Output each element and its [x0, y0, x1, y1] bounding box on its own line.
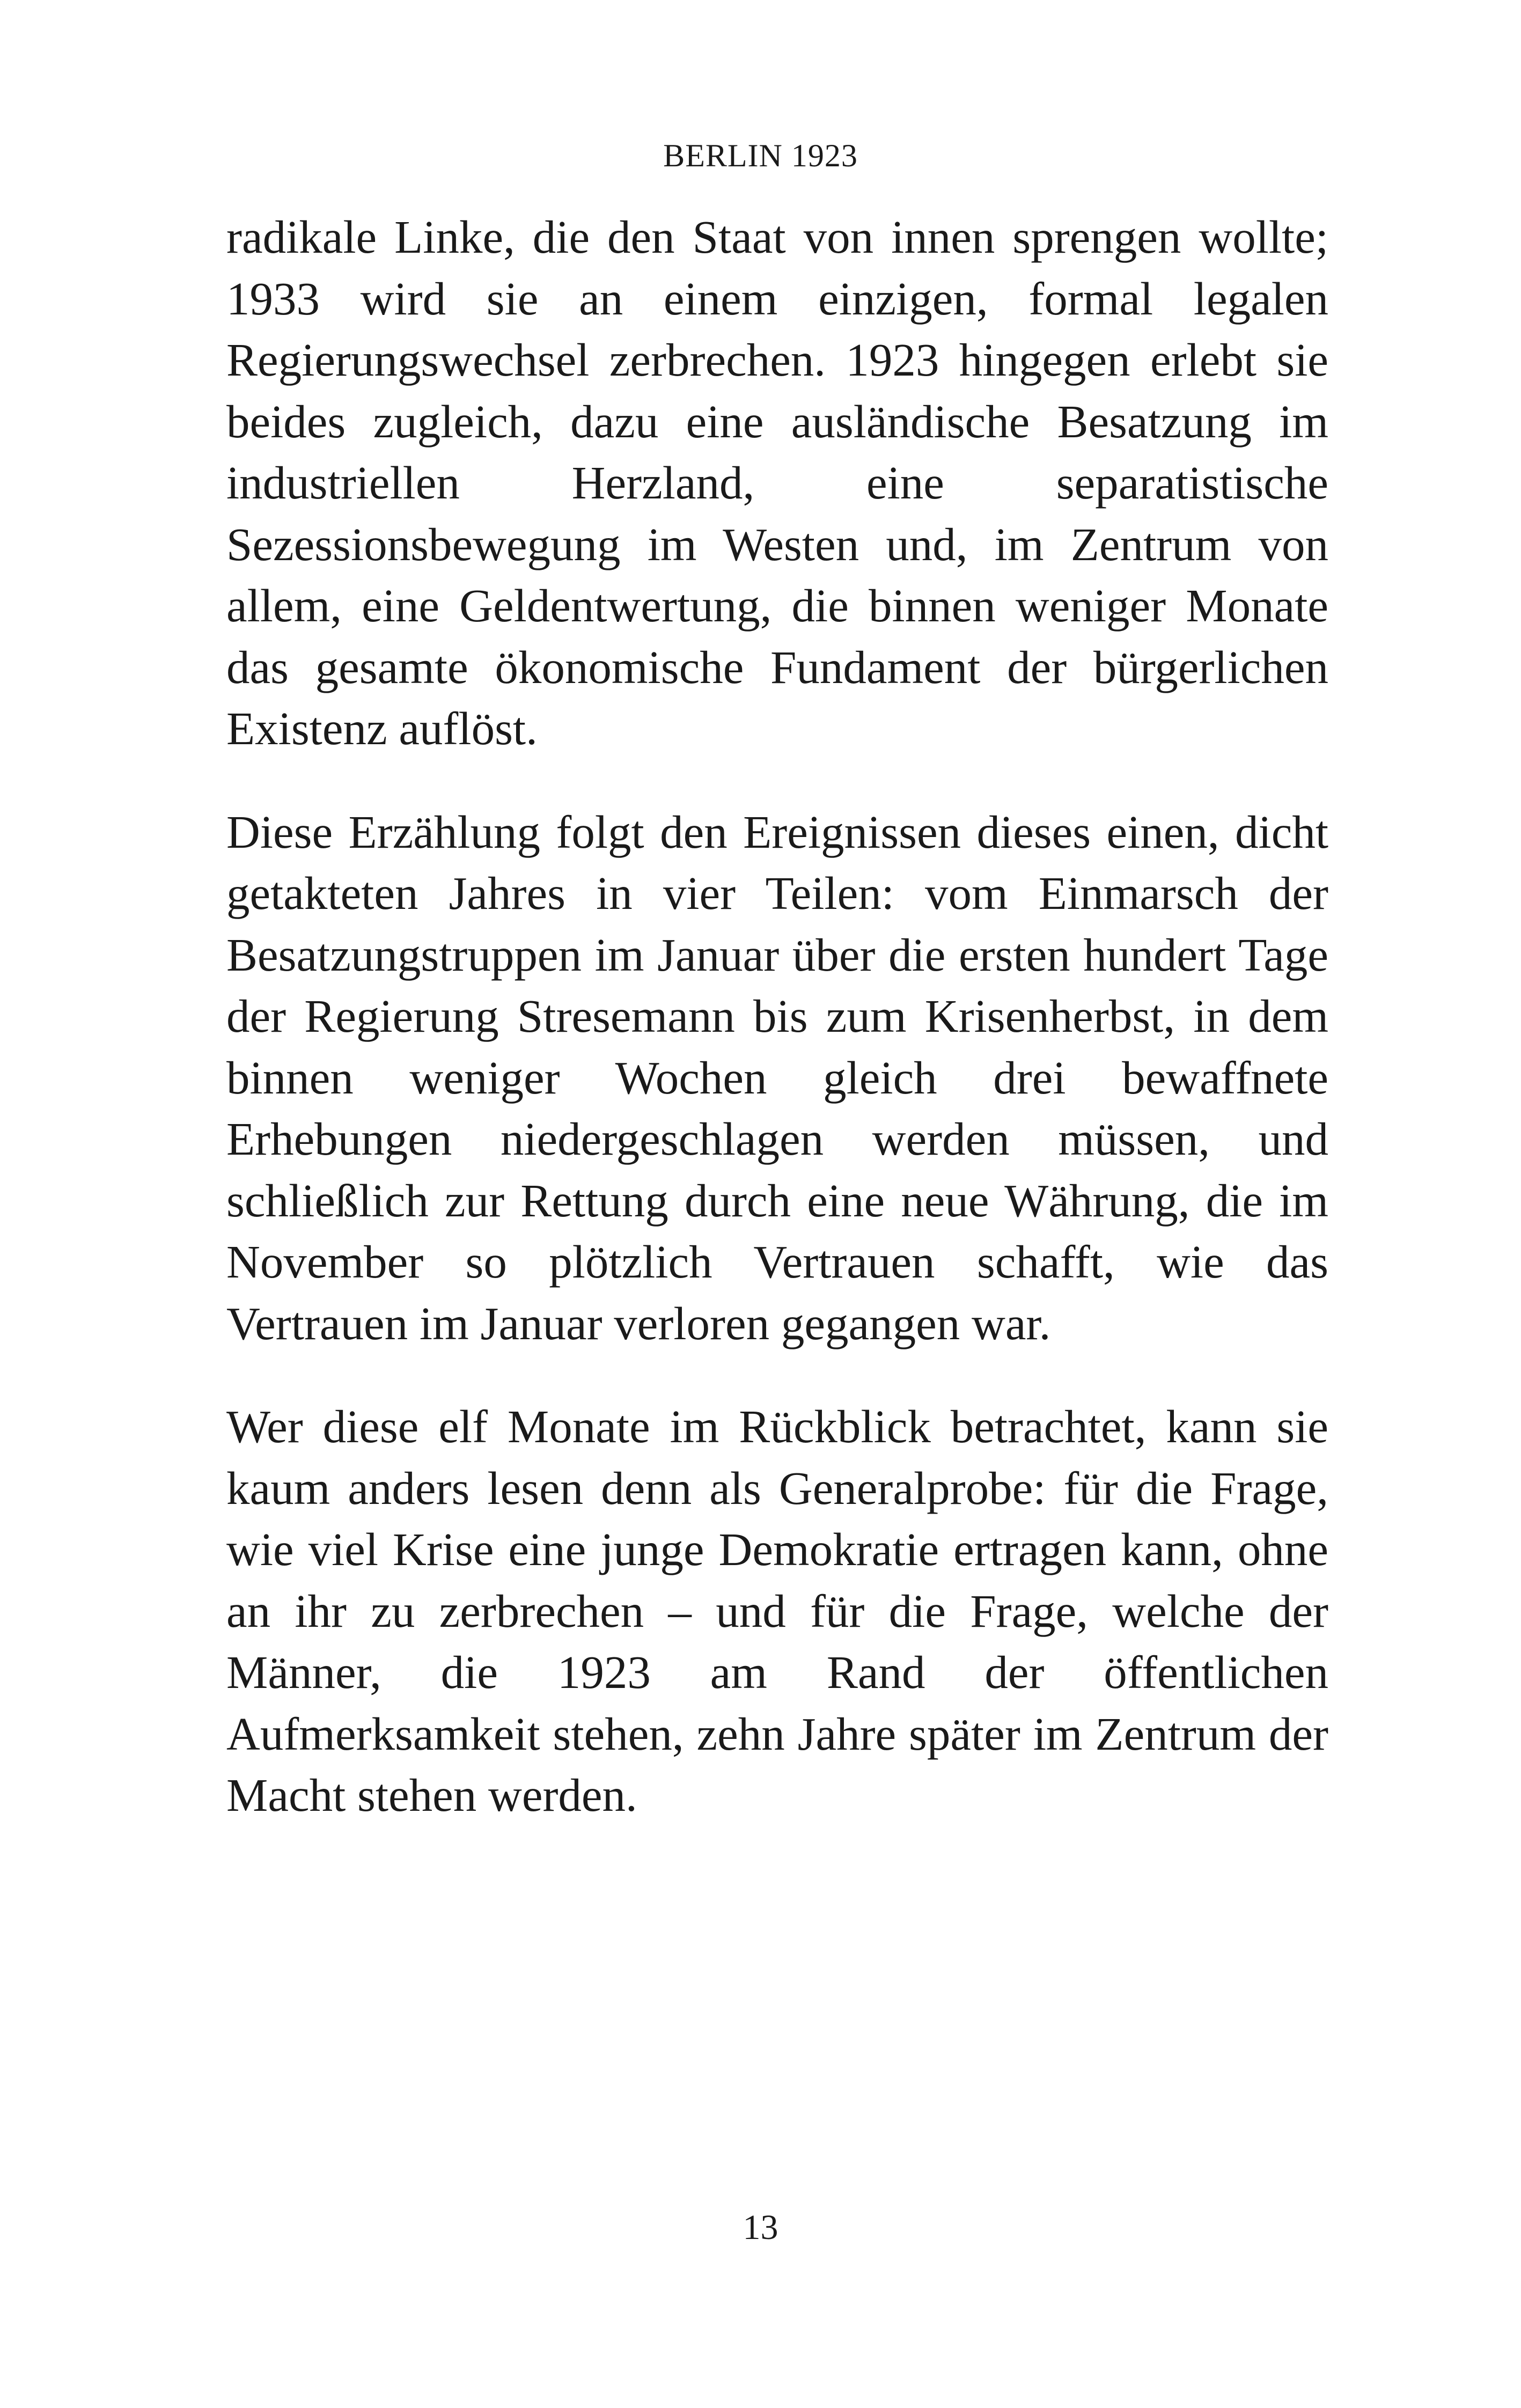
text-line: industriellen Herzland, eine separatistische: [226, 457, 1328, 509]
text-line: schließlich zur Rettung durch eine neue Währung, die im: [226, 1174, 1328, 1227]
running-header: BERLIN 1923: [663, 138, 858, 173]
text-line: radikale Linke, die den Staat von innen sprengen wollte;: [226, 211, 1328, 263]
body-text: [226, 207, 1328, 1826]
text-line: das gesamte ökonomische Fundament der bürgerlichen: [226, 641, 1328, 693]
text-line: wie viel Krise eine junge Demokratie ertragen kann, ohne: [226, 1523, 1328, 1575]
text-line: allem, eine Geldentwertung, die binnen weniger Monate: [226, 579, 1328, 632]
text-line: 1933 wird sie an einem einzigen, formal legalen: [226, 272, 1328, 325]
text-line: Existenz auflöst.: [226, 702, 538, 754]
paragraph-gap: [226, 1354, 1328, 1396]
text-line: Sezessionsbewegung im Westen und, im Zentrum von: [226, 518, 1328, 570]
page-number: 13: [743, 2208, 778, 2247]
paragraph: [226, 1396, 1328, 1826]
text-line: getakteten Jahres in vier Teilen: vom Einmarsch der: [226, 867, 1328, 919]
text-line: beides zugleich, dazu eine ausländische Besatzung im: [226, 395, 1328, 447]
text-line: der Regierung Stresemann bis zum Krisenherbst, in dem: [226, 990, 1328, 1042]
text-line: Macht stehen werden.: [226, 1769, 637, 1821]
paragraph: [226, 207, 1328, 760]
paragraph: [226, 802, 1328, 1355]
text-line: Besatzungstruppen im Januar über die ersten hundert Tage: [226, 928, 1328, 981]
text-line: Wer diese elf Monate im Rückblick betrachtet, kann sie: [226, 1400, 1328, 1452]
text-line: Regierungswechsel zerbrechen. 1923 hingegen erlebt sie: [226, 334, 1328, 386]
text-line: Erhebungen niedergeschlagen werden müssen, und: [226, 1113, 1328, 1165]
text-line: Aufmerksamkeit stehen, zehn Jahre später im Zentrum der: [226, 1707, 1328, 1760]
text-line: Männer, die 1923 am Rand der öffentlichen: [226, 1646, 1328, 1698]
text-line: kaum anders lesen denn als Generalprobe: für die Frage,: [226, 1462, 1328, 1514]
text-line: Diese Erzählung folgt den Ereignissen dieses einen, dicht: [226, 805, 1328, 858]
text-line: binnen weniger Wochen gleich drei bewaffnete: [226, 1051, 1328, 1104]
text-line: an ihr zu zerbrechen – und für die Frage, welche der: [226, 1584, 1328, 1637]
text-line: Vertrauen im Januar verloren gegangen war.: [226, 1297, 1051, 1349]
paragraph-gap: [226, 760, 1328, 802]
text-line: November so plötzlich Vertrauen schafft, wie das: [226, 1236, 1328, 1288]
